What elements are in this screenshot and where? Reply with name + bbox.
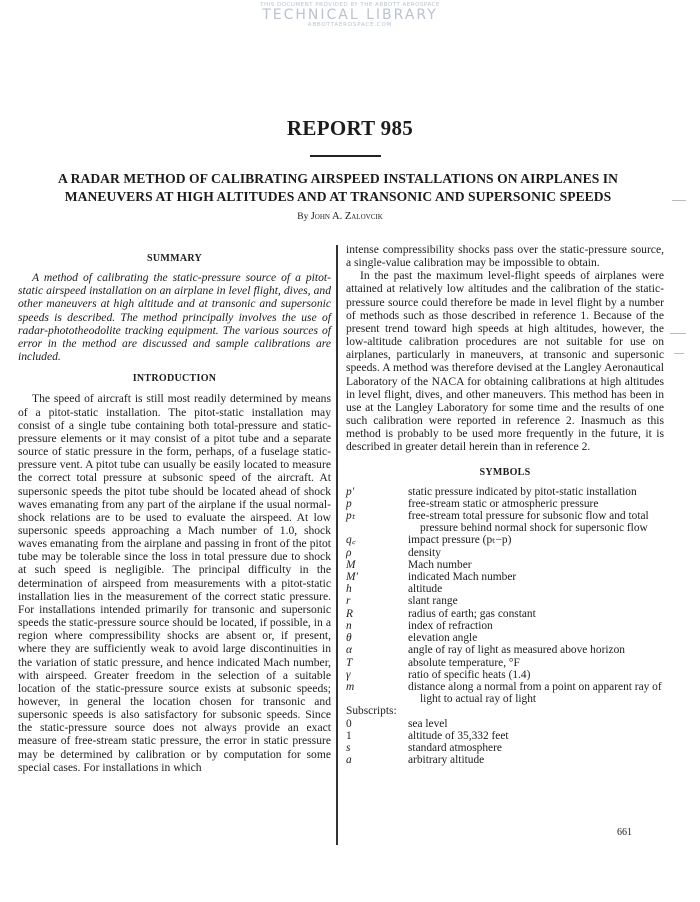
title-rule — [310, 155, 381, 157]
right-column — [346, 243, 664, 766]
paper-title — [18, 170, 658, 206]
symbol-definition-text: altitude of 35,332 feet — [408, 729, 509, 742]
symbol-definition-text: slant range — [408, 595, 458, 608]
symbol: γ — [346, 668, 351, 681]
symbol: a — [346, 754, 352, 767]
symbol: m — [346, 680, 355, 693]
symbol-row — [346, 681, 664, 705]
subscripts-label: Subscripts: — [346, 705, 397, 718]
symbol-row — [346, 632, 664, 644]
symbol-definition — [408, 547, 664, 559]
author-prefix: By — [297, 212, 309, 222]
symbol-row — [346, 486, 664, 498]
symbol-definition — [408, 669, 664, 681]
symbol-definition-text: density — [408, 546, 441, 559]
symbol-definition — [408, 620, 664, 632]
symbol: M — [346, 558, 356, 571]
symbol-definition-text: ratio of specific heats (1.4) — [408, 668, 531, 681]
symbol-row — [346, 620, 664, 632]
symbol-definition-text: static pressure indicated by pitot-static installation — [408, 485, 637, 498]
report-number: REPORT 985 — [286, 116, 414, 140]
subscripts-table — [346, 718, 664, 767]
symbol-definition — [408, 571, 664, 583]
symbol-definition-text: standard atmosphere — [408, 741, 502, 754]
symbol-definition — [408, 718, 664, 730]
symbol: ρ — [346, 546, 352, 559]
symbol-row — [346, 534, 664, 546]
author-name: John A. Zalovcik — [310, 211, 383, 222]
symbol: n — [346, 619, 352, 632]
symbol-definition — [408, 583, 664, 595]
symbols-table — [346, 486, 664, 706]
left-column — [18, 252, 331, 774]
symbol: M′ — [346, 571, 358, 584]
symbol-row — [346, 644, 664, 656]
scan-artifact — [670, 333, 686, 334]
symbol-definition — [408, 730, 664, 742]
watermark-website: ABBOTTAEROSPACE.COM — [307, 22, 393, 28]
symbol-definition-text: index of refraction — [408, 619, 493, 632]
symbol: p′ — [346, 485, 355, 498]
symbol-definition-text: elevation angle — [408, 632, 478, 645]
symbol: s — [346, 741, 351, 754]
symbol: h — [346, 583, 352, 596]
symbol: r — [346, 595, 351, 608]
symbols-heading: SYMBOLS — [479, 466, 531, 478]
symbol: α — [346, 644, 352, 657]
symbol: q꜀ — [346, 534, 356, 547]
column-divider — [336, 245, 338, 845]
introduction-heading: INTRODUCTION — [132, 373, 217, 385]
introduction-paragraph-1: The speed of aircraft is still most readily determined by means of a pitot-static installation. The pitot-static installation may consist of a single tube containing both total-pressure and static-pressure elements or it may consist of a pitot tube and a separate source of static pressure in the form, perhaps, of a fuselage static-pressure vent. A pitot tube can usually be easily located to measure the correct total pressure at subsonic speed of the aircraft. At supersonic speeds the pitot tube should be located ahead of shock waves emanating from any part of the airplane if the usual normal-shock relations are to be used to evaluate the airspeed. At low supersonic speeds approaching a Mach number of 1.0, shock waves emanating from the airplane and passing in front of the pitot tube may be tolerable since the loss in total pressure due to shock at such speed is negligible. The principal difficulty in the determination of airspeed from measurements with a pitot-static installation lies in the measurement of the correct static pressure. For installations intended primarily for transonic and supersonic speeds the static-pressure source should be located, if possible, in a region where compressibility shocks are absent or, if present, where they are sufficiently weak to avoid large discontinuities in the variation of static pressure, and hence indicated Mach number, with airspeed. Greater freedom in the selection of a suitable location of the static-pressure source exists at subsonic speeds; however, in general the location chosen for transonic and supersonic speeds is also satisfactory for subsonic speeds. Since the static-pressure source does not always provide an exact measure of free-stream static pressure, the error in static pressure may be determined by calibration or by computation for some special cases. For installations in which — [18, 392, 331, 774]
symbol-definition — [408, 486, 664, 498]
page-number: 661 — [617, 827, 632, 838]
symbol-definition-text: free-stream static or atmospheric pressure — [408, 497, 599, 510]
symbol-definition — [408, 681, 664, 705]
symbol-definition-text: angle of ray of light as measured above horizon — [408, 644, 625, 657]
symbol: R — [346, 607, 353, 620]
title-line-1: A RADAR METHOD OF CALIBRATING AIRSPEED INSTALLATIONS ON AIRPLANES IN — [58, 171, 618, 186]
symbol-definition — [408, 498, 664, 510]
symbol-definition-text: arbitrary altitude — [408, 754, 485, 767]
symbol: 1 — [346, 729, 352, 742]
symbol: T — [346, 656, 353, 669]
symbol-definition — [408, 632, 664, 644]
symbol-definition-text: sea level — [408, 717, 448, 730]
symbol: pₜ — [346, 510, 356, 523]
symbol: p — [346, 497, 352, 510]
symbol-row — [346, 595, 664, 607]
symbol-definition-text: altitude — [408, 583, 443, 596]
symbol-definition — [408, 510, 664, 534]
symbol-row — [346, 498, 664, 510]
symbol-definition — [408, 559, 664, 571]
summary-heading: SUMMARY — [146, 253, 203, 264]
symbol-row — [346, 608, 664, 620]
symbol-definition-text: impact pressure (pₜ−p) — [408, 534, 512, 547]
watermark-library-name: TECHNICAL LIBRARY — [262, 7, 438, 23]
symbol-definition — [408, 608, 664, 620]
symbol-row — [346, 718, 664, 730]
symbol-definition-text: Mach number — [408, 558, 472, 571]
symbol-row — [346, 742, 664, 754]
symbol-definition-text: radius of earth; gas constant — [408, 607, 536, 620]
symbol-row — [346, 571, 664, 583]
watermark — [0, 2, 700, 28]
symbol-definition-text: distance along a normal from a point on apparent ray of light to actual ray of light — [408, 680, 662, 706]
symbol: θ — [346, 632, 352, 645]
symbol-definition-text: absolute temperature, °F — [408, 656, 520, 669]
symbol-row — [346, 559, 664, 571]
title-line-2: MANEUVERS AT HIGH ALTITUDES AND AT TRANSONIC AND SUPERSONIC SPEEDS — [64, 189, 612, 204]
symbol-definition — [408, 742, 664, 754]
symbol-row — [346, 583, 664, 595]
symbol-definition — [408, 644, 664, 656]
symbol-row — [346, 669, 664, 681]
introduction-paragraph-1-continued: intense compressibility shocks pass over the static-pressure source, a single-value calibration may be impossible to obtain. — [346, 243, 664, 270]
symbol-row — [346, 730, 664, 742]
symbol-definition — [408, 754, 664, 766]
symbol-definition — [408, 595, 664, 607]
symbol-definition — [408, 534, 664, 546]
symbol-definition — [408, 657, 664, 669]
symbol-row — [346, 754, 664, 766]
symbol: 0 — [346, 717, 352, 730]
scan-artifact — [674, 353, 684, 354]
introduction-paragraph-2: In the past the maximum level-flight speeds of airplanes were attained at relatively low altitudes and the calibration of the static-pressure source could therefore be made in level flight by a number of methods such as those described in reference 1. Because of the present trend toward high speeds at high altitudes, however, the low-altitude calibration procedures are not suitable for use on airplanes, particularly in maneuvers, at transonic and supersonic speeds. A method was therefore devised at the Langley Aeronautical Laboratory of the NACA for obtaining calibrations at high altitudes in level flight, dives, and other maneuvers. This method has been in use at the Langley Laboratory for some time and the results of one such calibration were reported in reference 2. Inasmuch as this method is probably to be used more frequently in the future, it is described in greater detail herein than in reference 2. — [346, 269, 664, 454]
symbol-row — [346, 510, 664, 534]
symbol-row — [346, 657, 664, 669]
symbol-row — [346, 547, 664, 559]
scan-artifact — [672, 200, 686, 201]
watermark-provider-line: THIS DOCUMENT PROVIDED BY THE ABBOTT AEROSPACE — [260, 2, 440, 8]
summary-text: A method of calibrating the static-pressure source of a pitot-static airspeed installation on an airplane in level flight, dives, and other maneuvers at high altitude and at transonic and supersonic speeds is described. The method principally involves the use of radar-phototheodolite tracking equipment. The various sources of error in the method are discussed and sample calibrations are included. — [18, 271, 331, 364]
symbol-definition-text: indicated Mach number — [408, 571, 517, 584]
symbol-definition-text: free-stream total pressure for subsonic flow and total pressure behind normal shock for supersonic flow — [408, 510, 649, 535]
author-byline — [0, 211, 680, 222]
